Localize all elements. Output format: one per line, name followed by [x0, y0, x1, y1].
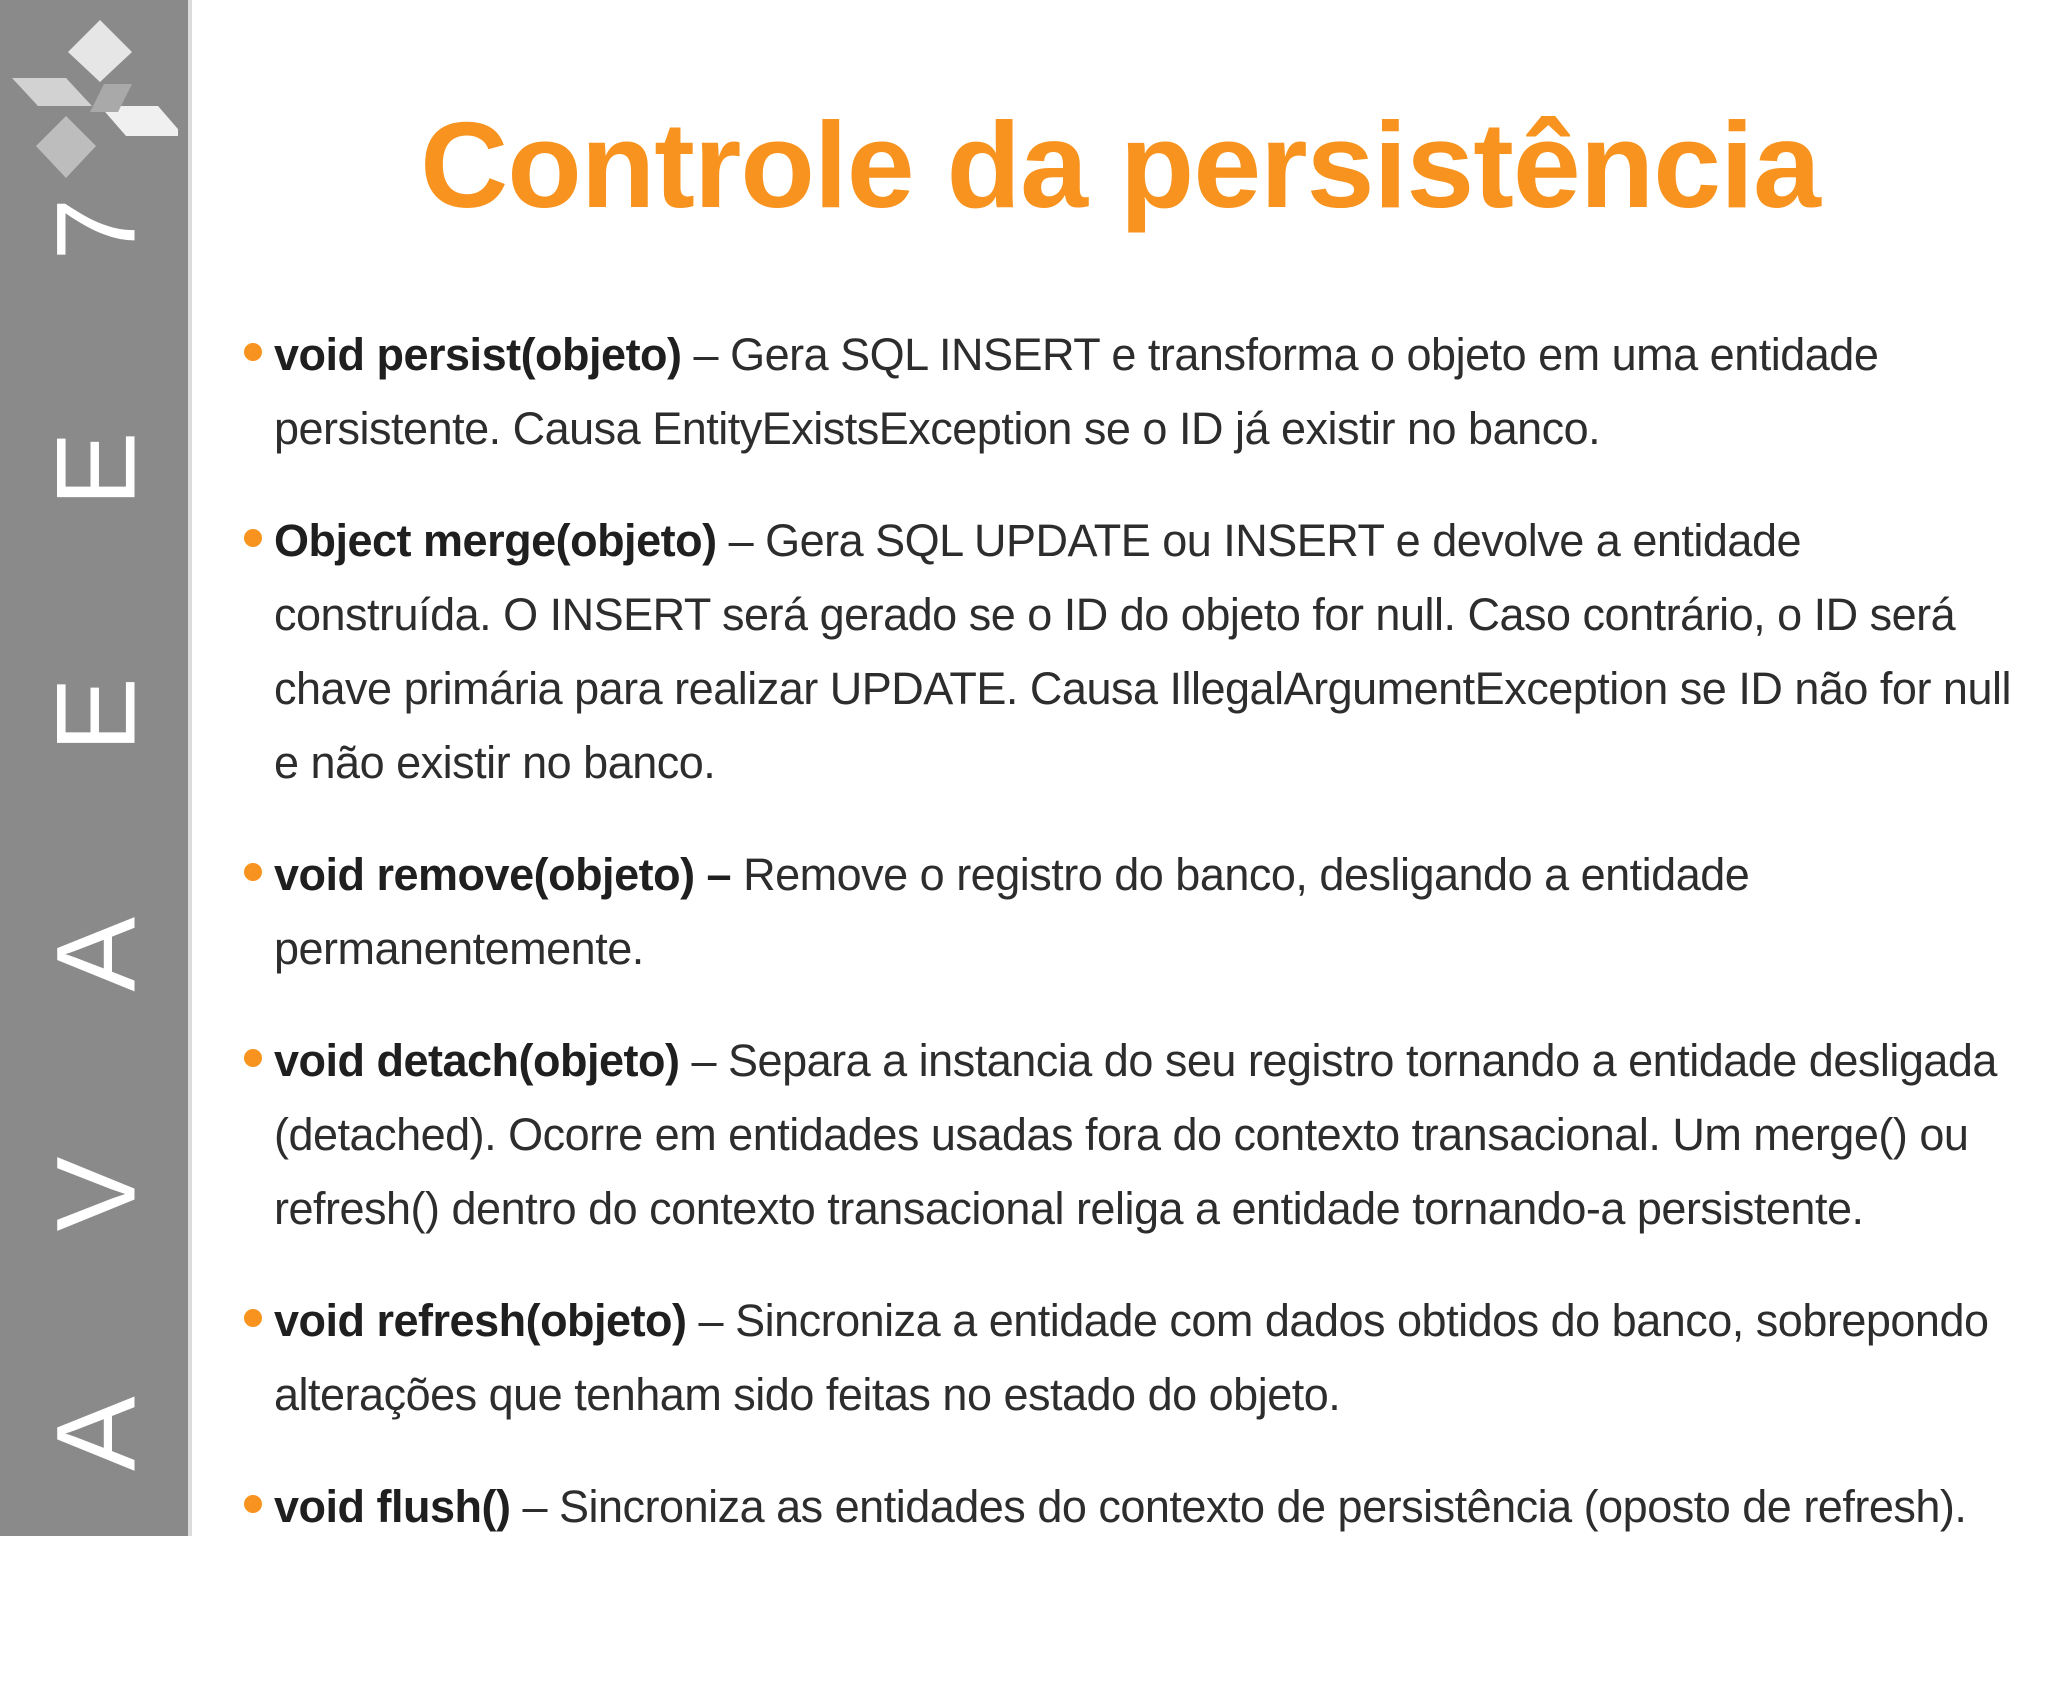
bullet-icon [244, 529, 262, 547]
bullet-icon [244, 1309, 262, 1327]
separator: – [681, 329, 731, 380]
bullet-icon [244, 1049, 262, 1067]
list-item [240, 838, 2020, 986]
method-signature: void detach(objeto) [274, 1035, 680, 1086]
list-item [240, 318, 2020, 466]
method-description: Gera SQL UPDATE ou INSERT e devolve a entidade construída. O INSERT será gerado se o ID do objeto for null. Caso contrário, o ID será chave primária para realizar UPDATE. Causa IllegalArgumentException se ID não for null e não existir no banco. [274, 515, 2011, 788]
slide-title: Controle da persistência [420, 97, 1820, 233]
method-signature: void refresh(objeto) [274, 1295, 687, 1346]
method-description: Sincroniza as entidades do contexto de persistência (oposto de refresh). [559, 1481, 1967, 1532]
list-item [240, 1470, 2020, 1544]
bullet-icon [244, 343, 262, 361]
sidebar [0, 0, 188, 1692]
method-description: Sincroniza a entidade com dados obtidos do banco, sobrepondo alterações que tenham sido feitas no estado do objeto. [274, 1295, 1989, 1420]
list-item [240, 504, 2020, 800]
method-description: Gera SQL INSERT e transforma o objeto em uma entidade persistente. Causa EntityExistsException se o ID já existir no banco. [274, 329, 1879, 454]
separator: – [679, 1035, 729, 1086]
list-item [240, 1284, 2020, 1432]
vertical-label: J A V A E E 7 [33, 128, 159, 1692]
list-item [240, 1024, 2020, 1246]
method-signature: void flush() [274, 1481, 511, 1532]
bullet-list [240, 318, 2020, 1544]
separator: – [716, 515, 766, 566]
separator: – [510, 1481, 560, 1532]
separator [731, 849, 743, 900]
method-signature: void remove(objeto) – [274, 849, 732, 900]
method-description: Separa a instancia do seu registro tornando a entidade desligada (detached). Ocorre em entidades usadas fora do contexto transacional. Um merge() ou refresh() dentro do contexto transacional religa a entidade tornando-a persistente. [274, 1035, 1997, 1234]
method-signature: Object merge(objeto) [274, 515, 717, 566]
bullet-icon [244, 863, 262, 881]
method-description: Remove o registro do banco, desligando a entidade permanentemente. [274, 849, 1750, 974]
method-signature: void persist(objeto) [274, 329, 682, 380]
separator: – [686, 1295, 736, 1346]
bullet-icon [244, 1495, 262, 1513]
